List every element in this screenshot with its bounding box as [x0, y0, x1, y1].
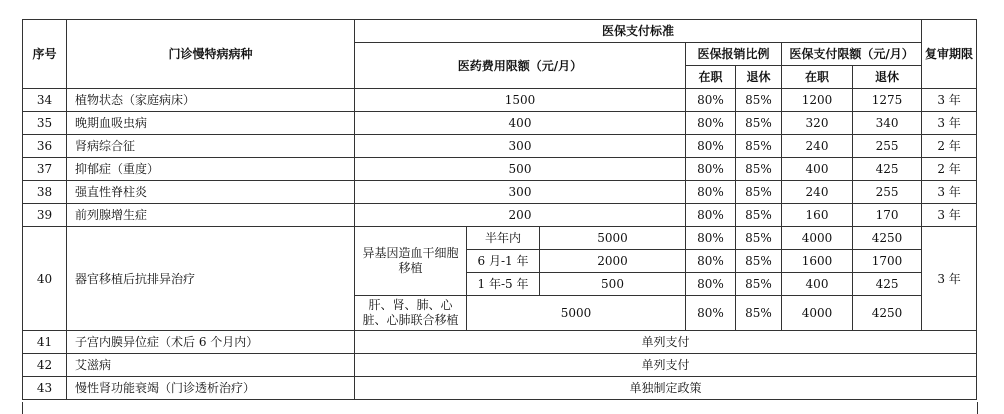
row-pay-retired: 170	[853, 204, 922, 227]
row-review: 2 年	[922, 135, 977, 158]
row-no: 34	[23, 89, 67, 112]
transplant-period: 1 年-5 年	[467, 273, 540, 296]
transplant-limit: 5000	[467, 296, 686, 331]
transplant-group1: 异基因造血干细胞移植	[355, 227, 467, 296]
transplant-pay-retired: 425	[853, 273, 922, 296]
row-no: 36	[23, 135, 67, 158]
transplant-ratio-employed: 80%	[686, 227, 736, 250]
row-limit: 500	[355, 158, 686, 181]
transplant-period: 半年内	[467, 227, 540, 250]
header-ratio-employed: 在职	[686, 66, 736, 89]
transplant-pay-employed: 4000	[782, 296, 853, 331]
row-ratio-retired: 85%	[736, 204, 782, 227]
row-no: 37	[23, 158, 67, 181]
transplant-pay-employed: 400	[782, 273, 853, 296]
transplant-ratio-employed: 80%	[686, 250, 736, 273]
table-row	[23, 354, 977, 377]
row-pay-employed: 160	[782, 204, 853, 227]
row-name: 前列腺增生症	[67, 204, 355, 227]
row-ratio-employed: 80%	[686, 112, 736, 135]
row-ratio-employed: 80%	[686, 135, 736, 158]
row-pay-employed: 320	[782, 112, 853, 135]
row-ratio-retired: 85%	[736, 158, 782, 181]
header-pay-retired: 退休	[853, 66, 922, 89]
table-row	[23, 331, 977, 354]
transplant-limit: 5000	[540, 227, 686, 250]
row-pay-retired: 255	[853, 181, 922, 204]
table-row	[23, 181, 977, 204]
table-row	[23, 135, 977, 158]
table-row	[23, 204, 977, 227]
row-note: 单列支付	[355, 331, 977, 354]
transplant-pay-retired: 4250	[853, 296, 922, 331]
row-pay-retired: 340	[853, 112, 922, 135]
row-ratio-retired: 85%	[736, 181, 782, 204]
row-name: 强直性脊柱炎	[67, 181, 355, 204]
transplant-ratio-retired: 85%	[736, 227, 782, 250]
row-ratio-retired: 85%	[736, 89, 782, 112]
row-name: 晚期血吸虫病	[67, 112, 355, 135]
row-review: 3 年	[922, 181, 977, 204]
row-name: 子宫内膜异位症（术后 6 个月内）	[67, 331, 355, 354]
transplant-review: 3 年	[922, 227, 977, 331]
table-row	[23, 112, 977, 135]
transplant-row-1	[23, 227, 977, 250]
transplant-ratio-retired: 85%	[736, 296, 782, 331]
row-limit: 200	[355, 204, 686, 227]
row-pay-employed: 240	[782, 181, 853, 204]
transplant-ratio-retired: 85%	[736, 273, 782, 296]
header-ratio: 医保报销比例	[686, 43, 782, 66]
transplant-ratio-retired: 85%	[736, 250, 782, 273]
row-name: 抑郁症（重度）	[67, 158, 355, 181]
row-name: 慢性肾功能衰竭（门诊透析治疗）	[67, 377, 355, 400]
row-note: 单独制定政策	[355, 377, 977, 400]
row-name: 艾滋病	[67, 354, 355, 377]
header-cost-limit: 医药费用限额（元/月）	[355, 43, 686, 89]
header-standard: 医保支付标准	[355, 20, 922, 43]
header-disease: 门诊慢特病病种	[67, 20, 355, 89]
row-pay-employed: 1200	[782, 89, 853, 112]
row-no: 41	[23, 331, 67, 354]
transplant-limit: 500	[540, 273, 686, 296]
row-no: 38	[23, 181, 67, 204]
row-pay-retired: 425	[853, 158, 922, 181]
transplant-ratio-employed: 80%	[686, 273, 736, 296]
transplant-ratio-employed: 80%	[686, 296, 736, 331]
row-review: 3 年	[922, 204, 977, 227]
header-seq: 序号	[23, 20, 67, 89]
row-review: 2 年	[922, 158, 977, 181]
row-no: 39	[23, 204, 67, 227]
table-row	[23, 158, 977, 181]
row-pay-employed: 400	[782, 158, 853, 181]
transplant-period: 6 月-1 年	[467, 250, 540, 273]
transplant-pay-retired: 1700	[853, 250, 922, 273]
row-limit: 300	[355, 135, 686, 158]
row-no: 35	[23, 112, 67, 135]
header-ratio-retired: 退休	[736, 66, 782, 89]
transplant-group2: 肝、肾、肺、心脏、心肺联合移植	[355, 296, 467, 331]
table-row	[23, 377, 977, 400]
row-ratio-employed: 80%	[686, 181, 736, 204]
transplant-limit: 2000	[540, 250, 686, 273]
row-review: 3 年	[922, 89, 977, 112]
transplant-pay-retired: 4250	[853, 227, 922, 250]
row-pay-retired: 1275	[853, 89, 922, 112]
header-review: 复审期限	[922, 20, 977, 89]
row-ratio-retired: 85%	[736, 135, 782, 158]
row-limit: 1500	[355, 89, 686, 112]
transplant-pay-employed: 4000	[782, 227, 853, 250]
insurance-table-container	[22, 19, 976, 400]
row-pay-employed: 240	[782, 135, 853, 158]
row-name: 肾病综合征	[67, 135, 355, 158]
insurance-payment-table	[22, 19, 977, 400]
row-no: 42	[23, 354, 67, 377]
row-review: 3 年	[922, 112, 977, 135]
row-limit: 300	[355, 181, 686, 204]
table-continuation-edge	[22, 402, 978, 414]
row-limit: 400	[355, 112, 686, 135]
table-row	[23, 89, 977, 112]
row-note: 单列支付	[355, 354, 977, 377]
header-pay-employed: 在职	[782, 66, 853, 89]
header-row-1	[23, 20, 977, 43]
row-no: 43	[23, 377, 67, 400]
transplant-pay-employed: 1600	[782, 250, 853, 273]
row-ratio-employed: 80%	[686, 89, 736, 112]
header-pay-limit: 医保支付限额（元/月）	[782, 43, 922, 66]
row-ratio-employed: 80%	[686, 158, 736, 181]
row-pay-retired: 255	[853, 135, 922, 158]
row-ratio-employed: 80%	[686, 204, 736, 227]
transplant-no: 40	[23, 227, 67, 331]
row-name: 植物状态（家庭病床）	[67, 89, 355, 112]
transplant-name: 器官移植后抗排异治疗	[67, 227, 355, 331]
row-ratio-retired: 85%	[736, 112, 782, 135]
